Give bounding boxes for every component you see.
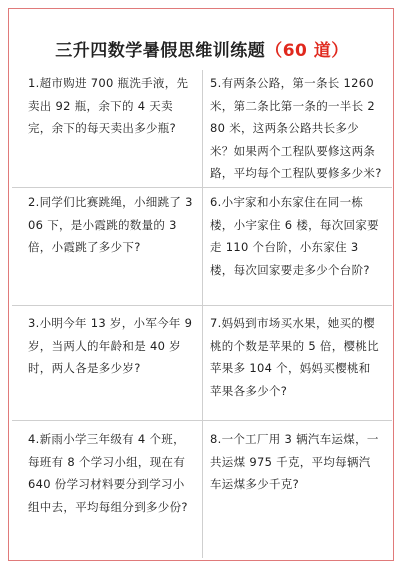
column-divider: [202, 70, 203, 558]
question-8: 8.一个工厂用 3 辆汽车运煤，一共运煤 975 千克，平均每辆汽车运煤多少千克?: [210, 432, 379, 491]
question-7: 7.妈妈到市场买水果，她买的樱桃的个数是苹果的 5 倍，樱桃比苹果多 104 个，妈妈买樱桃和苹果各多少个?: [210, 316, 379, 398]
row-divider-1: [12, 187, 392, 188]
row-divider-3: [12, 420, 392, 421]
question-4: 4.新雨小学三年级有 4 个班，每班有 8 个学习小组，现在有 640 份学习材料要分到学习小组中去，平均每组分到多少份?: [28, 432, 188, 514]
row-divider-2: [12, 305, 392, 306]
question-1: 1.超市购进 700 瓶洗手液，先卖出 92 瓶，余下的 4 天卖完，余下的每天卖出多少瓶?: [28, 76, 189, 135]
question-6: 6.小宇家和小东家住在同一栋楼，小宇家住 6 楼，每次回家要走 110 个台阶，小东家住 3 楼，每次回家要走多少个台阶?: [210, 195, 379, 277]
question-3: 3.小明今年 13 岁，小军今年 9 岁，当两人的年龄和是 40 岁时，两人各是多少岁?: [28, 316, 193, 375]
title-main: 三升四数学暑假思维训练题: [55, 41, 266, 61]
question-5: 5.有两条公路，第一条长 1260 米，第二条比第一条的一半长 280 米，这两条公路共长多少米？如果两个工程队要修这两条路，平均每个工程队要修多少米?: [210, 76, 382, 180]
question-2: 2.同学们比赛跳绳，小细跳了 306 下，是小霞跳的数量的 3 倍，小霞跳了多少下?: [28, 195, 193, 254]
page-title: [0, 40, 404, 62]
title-count: （60 道）: [265, 41, 349, 61]
